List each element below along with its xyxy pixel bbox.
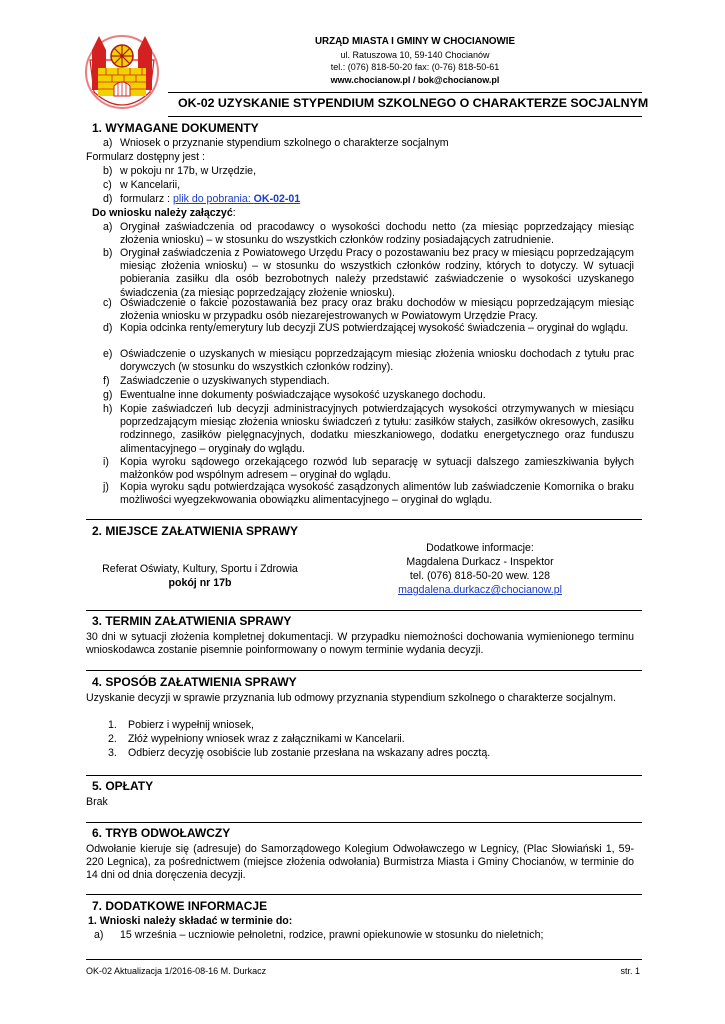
form-location-item: w Kancelarii, (120, 179, 181, 191)
section-5-title: 5. OPŁATY (92, 779, 154, 793)
attachment-marker: e) (103, 348, 113, 360)
attachment-item: Kopia wyroku sądowego orzekającego rozwód lub separację w sytuacji dalszego zamieszkiwania byłych małżonków pod wspólnym adresem – oryginał do wglądu. (120, 456, 634, 482)
section-4-title: 4. SPOSÓB ZAŁATWIENIA SPRAWY (92, 675, 297, 689)
section-1-item-a: Wniosek o przyznanie stypendium szkolnego o charakterze socjalnym (120, 137, 449, 149)
office-address: ul. Ratuszowa 10, 59-140 Chocianów (340, 49, 490, 60)
section-6-divider (86, 822, 642, 823)
form-download-code[interactable]: OK-02-01 (253, 193, 301, 205)
section-6-text: Odwołanie kieruje się (adresuje) do Samorządowego Kolegium Odwoławczego w Legnicy, (Plac Słowiański 1, 59-220 Legnica), za pośrednictwem (miejsce złożenia odwołania) Burmistrza Miasta i Gminy Chocianów, w terminie do 14 dni od dnia doręczenia decyzji. (86, 843, 634, 882)
contact-email-wrap (380, 584, 580, 597)
contact-email-link[interactable]: magdalena.durkacz@chocianow.pl (398, 584, 562, 596)
step-marker: 1. (108, 719, 117, 731)
section-2-divider (86, 519, 642, 520)
section-4-divider (86, 670, 642, 671)
section-2-title: 2. MIEJSCE ZAŁATWIENIA SPRAWY (92, 524, 299, 538)
form-download-link[interactable]: plik do pobrania: (172, 193, 254, 205)
page-number: str. 1 (620, 966, 640, 976)
attachments-heading (92, 207, 236, 220)
attachment-item: Zaświadczenie o uzyskiwanych stypendiach. (120, 375, 330, 387)
attachment-item: Oryginał zaświadczenia od pracodawcy o wysokości dochodu netto (za miesiąc poprzedzający miesiąc złożenia wniosku) – w stosunku do wszystkich członków rodziny posiadających zatrudnienie. (120, 221, 634, 247)
office-header (250, 36, 580, 86)
header-divider (168, 92, 642, 93)
contact-info-label: Dodatkowe informacje: (426, 542, 534, 554)
step-marker: 2. (108, 733, 117, 745)
attachments-colon: : (232, 207, 236, 219)
attachment-marker: d) (103, 322, 113, 334)
form-location-item: w pokoju nr 17b, w Urzędzie, (120, 165, 257, 177)
step-text: Pobierz i wypełnij wniosek, (128, 719, 255, 731)
footer-divider (86, 959, 642, 960)
form-available-label: Formularz dostępny jest : (86, 151, 205, 163)
section-7-title: 7. DODATKOWE INFORMACJE (92, 899, 268, 913)
attachment-marker: j) (103, 481, 109, 493)
attachment-marker: g) (103, 389, 113, 401)
form-download-marker: d) (103, 193, 113, 205)
footer-left: OK-02 Aktualizacja 1/2016-08-16 M. Durkacz (86, 966, 267, 976)
step-text: Złóż wypełniony wniosek wraz z załącznikami w Kancelarii. (128, 733, 405, 745)
section-5-divider (86, 775, 642, 776)
room-number: pokój nr 17b (168, 577, 232, 589)
attachment-marker: c) (103, 297, 112, 309)
attachment-marker: b) (103, 247, 113, 259)
attachment-marker: a) (103, 221, 113, 233)
department-name: Referat Oświaty, Kultury, Sportu i Zdrowia (102, 563, 298, 575)
attachment-item: Ewentualne inne dokumenty poświadczające wysokość uzyskanego dochodu. (120, 389, 486, 401)
section-1-title: 1. WYMAGANE DOKUMENTY (92, 121, 259, 135)
form-download-item (120, 193, 300, 206)
document-title: OK-02 UZYSKANIE STYPENDIUM SZKOLNEGO O CHARAKTERZE SOCJALNYM (178, 96, 649, 110)
attachment-item: Oświadczenie o uzyskanych w miesiącu poprzedzającym miesiąc złożenia wniosku dochodach z tytułu prac dorywczych (w stosunku do wszystkich członków rodziny). (120, 348, 634, 374)
section-6-title: 6. TRYB ODWOŁAWCZY (92, 826, 231, 840)
section-3-text: 30 dni w sytuacji złożenia kompletnej dokumentacji. W przypadku niemożności dochowania wymienionego terminu wnioskodawca zostanie pisemnie poinformowany o nowym terminie wydania decyzji. (86, 631, 634, 657)
title-divider (168, 116, 642, 117)
section-1-item-a-marker: a) (103, 137, 113, 149)
form-download-prefix: formularz : (120, 193, 173, 205)
office-phone-fax: tel.: (076) 818-50-20 fax: (0-76) 818-50-61 (330, 62, 500, 73)
contact-phone: tel. (076) 818-50-20 wew. 128 (409, 570, 551, 582)
attachment-marker: i) (103, 456, 109, 468)
form-location-marker: b) (103, 165, 113, 177)
form-location-marker: c) (103, 179, 112, 191)
section-7-item-marker: a) (94, 929, 104, 941)
office-name: URZĄD MIASTA I GMINY W CHOCIANOWIE (314, 36, 516, 47)
attachment-marker: h) (103, 403, 113, 415)
attachment-item: Oryginał zaświadczenia z Powiatowego Urzędu Pracy o pozostawaniu bez pracy w miesiącu poprzedzającym miesiąc złożenia wniosku) – w stosunku do wszystkich członków rodziny, których to dotyczy. W sytuacji pobierania zasiłku dla osób bezrobotnych należy przedstawić zaświadczenie o wysokości uzyskanego świadczenia (za miesiąc poprzedzający złożenie wniosku). (120, 247, 634, 299)
section-7-item-text: 15 września – uczniowie pełnoletni, rodzice, prawni opiekunowie w stosunku do nieletnich; (120, 929, 544, 941)
step-text: Odbierz decyzję osobiście lub zostanie przesłana na wskazany adres pocztą. (128, 747, 491, 759)
section-4-intro: Uzyskanie decyzji w sprawie przyznania lub odmowy przyznania stypendium szkolnego o charakterze socjalnym. (86, 692, 616, 704)
attachment-marker: f) (103, 375, 110, 387)
contact-name: Magdalena Durkacz - Inspektor (406, 556, 554, 568)
attachment-item: Kopie zaświadczeń lub decyzji administracyjnych potwierdzających wysokości otrzymywanych w miesiącu poprzedzającym miesiąc złożenia wniosku świadczeń z tytułu: zasiłków stałych, zasiłków okresowych, zasiłku rodzinnego, zasiłków pielęgnacyjnych, dodatku mieszkaniowego, dodatku energetycznego oraz funduszu alimentacyjnego – oryginały do wglądu. (120, 403, 634, 455)
coat-of-arms-logo (84, 32, 160, 112)
office-web-email: www.chocianow.pl / bok@chocianow.pl (330, 74, 500, 85)
attachment-item: Kopia wyroku sądu potwierdzająca wysokość zasądzonych alimentów lub zaświadczenie Komornika o braku możliwości wyegzekwowania obowiązku alimentacyjnego – oryginał do wglądu. (120, 481, 634, 507)
attachments-label: Do wniosku należy załączyć (92, 207, 233, 219)
section-3-divider (86, 610, 642, 611)
section-7-divider (86, 894, 642, 895)
attachment-item: Oświadczenie o fakcie pozostawania bez pracy oraz braku dochodów w miesiącu poprzedzającym miesiąc złożenia wniosku w przypadku osób niezarejestrowanych w Powiatowym Urzędzie Pracy. (120, 297, 634, 323)
section-5-text: Brak (86, 796, 108, 808)
section-7-subheading: 1. Wnioski należy składać w terminie do: (88, 915, 293, 927)
section-3-title: 3. TERMIN ZAŁATWIENIA SPRAWY (92, 614, 292, 628)
attachment-item: Kopia odcinka renty/emerytury lub decyzji ZUS potwierdzającej wysokość świadczenia – oryginał do wglądu. (120, 322, 629, 334)
step-marker: 3. (108, 747, 117, 759)
